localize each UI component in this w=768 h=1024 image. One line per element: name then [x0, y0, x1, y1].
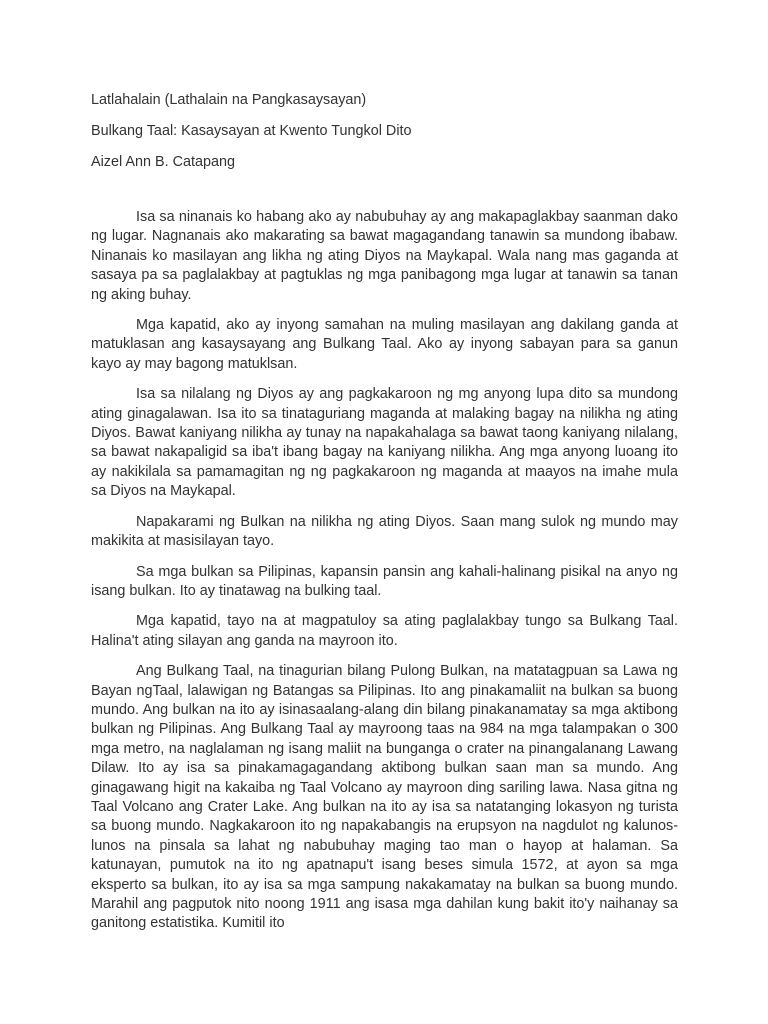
paragraph: Sa mga bulkan sa Pilipinas, kapansin pansin ang kahali-halinang pisikal na anyo ng isang bulkan. Ito ay tinatawag na bulking taal. [91, 563, 678, 599]
article-title: Bulkang Taal: Kasaysayan at Kwento Tungkol Dito [91, 123, 412, 139]
paragraph: Ang Bulkang Taal, na tinagurian bilang Pulong Bulkan, na matatagpuan sa Lawa ng Bayan ngTaal, lalawigan ng Batangas sa Pilipinas. Ito ang pinakamaliit na bulkan sa buong mundo. Ang bulkan na ito ay isinasaalang-alang din bilang pinakanamatay sa mga aktibong bulkan ng Pilipinas. Ang Bulkang Taal ay mayroong taas na 984 na mga talampakan o 300 mga metro, na naglalaman ng isang maliit na bunganga o crater na pinangalanang Lawang Dilaw. Ito ay isa sa pinakamagagandang aktibong bulkan saan man sa mundo. Ang ginagawang higit na kakaiba ng Taal Volcano ay mayroon ding sariling lawa. Nasa gitna ng Taal Volcano ang Crater Lake. Ang bulkan na ito ay isa sa natatanging lokasyon ng turista sa buong mundo. Nagkakaroon ito ng napakabangis na erupsyon na nagdulot ng kalunos-lunos na pinsala sa lahat ng nabubuhay maging tao man o hayop at halaman. Sa katunayan, pumutok na ito ng apatnapu't isang beses simula 1572, at ayon sa mga eksperto sa bulkan, ito ay isa sa mga sampung nakakamatay na bulkan sa buong mundo. Marahil ang pagputok nito noong 1911 ang isasa mga dahilan kung bakit ito'y naihanay sa ganitong estatistika. Kumitil ito [91, 663, 678, 932]
article-body [91, 208, 678, 945]
document-header [91, 92, 691, 185]
article-type-line: Latlahalain (Lathalain na Pangkasaysayan) [91, 92, 367, 108]
paragraph: Isa sa ninanais ko habang ako ay nabubuhay ay ang makapaglakbay saanman dako ng lugar. Nagnanais ako makarating sa bawat magagandang tanawin sa mundong ibabaw. Ninanais ko masilayan ang likha ng ating Diyos na Maykapal. Wala nang mas gaganda at sasaya pa sa paglalakbay at pagtuklas ng mga panibagong mga lugar at tanawin sa tanan ng aking buhay. [91, 209, 678, 303]
paragraph: Mga kapatid, ako ay inyong samahan na muling masilayan ang dakilang ganda at matuklasan ang kasaysayang ang Bulkang Taal. Ako ay inyong sabayan para sa ganun kayo ay may bagong matuklsan. [91, 317, 678, 372]
paragraph: Napakarami ng Bulkan na nilikha ng ating Diyos. Saan mang sulok ng mundo may makikita at masisilayan tayo. [91, 513, 678, 550]
paragraph: Mga kapatid, tayo na at magpatuloy sa ating paglalakbay tungo sa Bulkang Taal. Halina't ating silayan ang ganda na mayroon ito. [91, 613, 678, 649]
article-author: Aizel Ann B. Catapang [91, 154, 236, 170]
paragraph: Isa sa nilalang ng Diyos ay ang pagkakaroon ng mg anyong lupa dito sa mundong ating ginagalawan. Isa ito sa tinataguriang maganda at malaking bagay na nilikha ng ating Diyos. Bawat kaniyang nilikha ay tunay na napakahalaga sa bawat taong kaniyang nilalang, sa bawat nakapaligid sa iba't ibang bagay na kaniyang nilikha. Ang mga anyong luoang ito ay nakikilala sa pamamagitan ng ng pagkakaroon ng maganda at maayos na imahe mula sa Diyos na Maykapal. [91, 386, 678, 500]
